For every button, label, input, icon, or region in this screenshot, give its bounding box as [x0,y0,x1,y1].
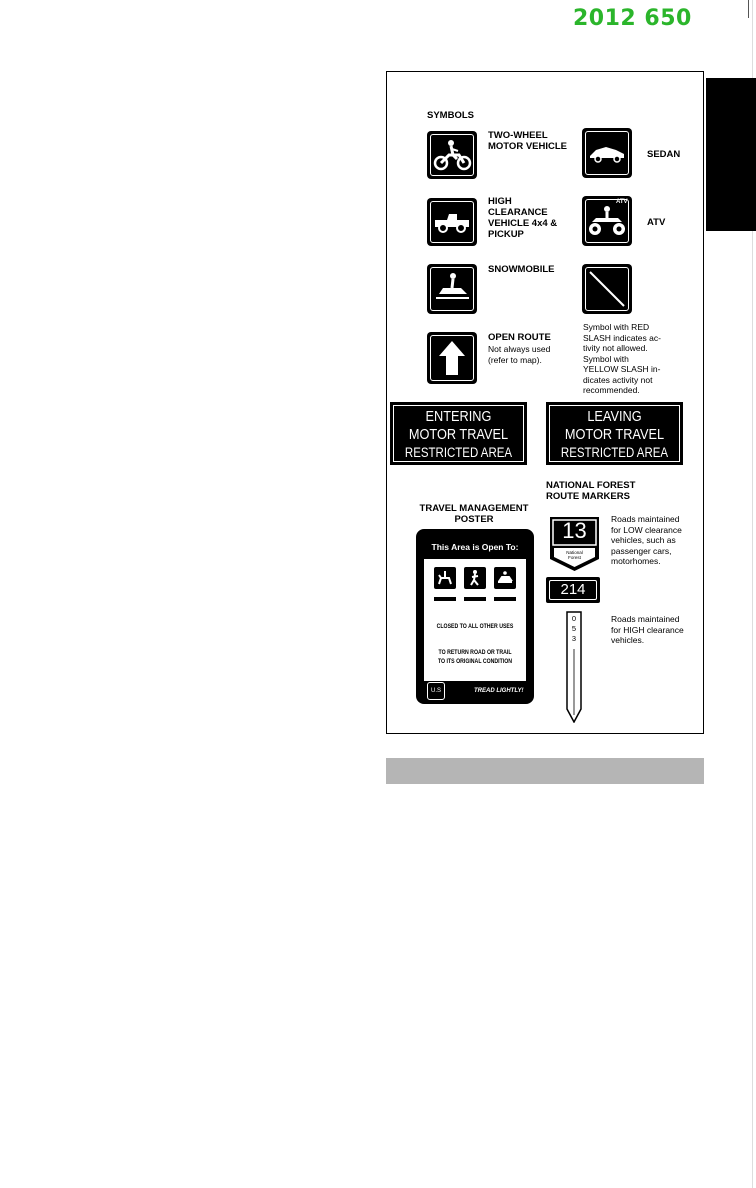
caption-bar [386,758,704,784]
route-post-marker [566,611,582,723]
snowmobile-icon [427,264,477,314]
poster-snowmobile-icon [494,567,516,589]
poster-open-to: This Area is Open To: [431,542,519,552]
poster-bar-1 [434,597,456,601]
high-clearance-text: Roads maintained for HIGH clearance vehicles. [611,614,684,645]
poster-return-text-1: TO RETURN ROAD OR TRAIL [438,649,512,656]
open-route-note: Not always used (refer to map). [488,344,551,365]
high-clearance-label: HIGH CLEARANCE VEHICLE 4x4 & PICKUP [488,196,558,240]
travel-management-poster [416,529,534,704]
entering-line-3: RESTRICTED AREA [404,445,513,460]
poster-heading: TRAVEL MANAGEMENT POSTER [419,503,529,525]
section-thumb-tab [706,78,756,231]
route-marker-13 [548,515,601,573]
post-digit-1: 0 [571,614,577,623]
route-marker-214 [546,577,600,603]
poster-closed-text: CLOSED TO ALL OTHER USES [436,623,514,630]
snowmobile-label: SNOWMOBILE [488,264,555,275]
arrow-up-icon [427,332,477,384]
poster-bar-3 [494,597,516,601]
route-marker-214-number: 214 [549,580,597,600]
open-route-label: OPEN ROUTE [488,332,551,343]
slash-note: Symbol with RED SLASH indicates ac- tivity not allowed. Symbol with YELLOW SLASH in- dicates activity not recommended. [583,322,661,395]
atv-icon [582,196,632,246]
route-marker-13-sub: National Forest [566,550,583,560]
low-clearance-text: Roads maintained for LOW clearance vehicles, such as passenger cars, motorhomes. [611,514,682,566]
entering-sign [390,402,527,465]
sedan-icon [582,128,632,178]
tread-lightly-logo: TREAD LIGHTLY! [474,688,524,694]
horse-rider-icon [434,567,456,589]
atv-label: ATV [647,217,666,228]
post-digit-2: 5 [571,624,577,633]
motorcycle-icon [427,131,477,179]
poster-bar-2 [464,597,486,601]
leaving-line-3: RESTRICTED AREA [560,445,669,460]
leaving-line-2: MOTOR TRAVEL [564,426,665,443]
poster-body [424,559,526,681]
route-markers-heading: NATIONAL FOREST ROUTE MARKERS [546,480,636,502]
usfs-shield-icon [427,682,445,700]
sedan-label: SEDAN [647,149,681,160]
two-wheel-label: TWO-WHEEL MOTOR VEHICLE [488,130,567,152]
slash-icon [582,264,632,314]
symbols-heading: SYMBOLS [427,110,474,121]
usfs-shield-text: U.S [430,688,441,694]
hiker-icon [464,567,486,589]
entering-line-1: ENTERING [425,408,492,425]
leaving-line-1: LEAVING [587,408,642,425]
entering-line-2: MOTOR TRAVEL [408,426,509,443]
leaving-sign [546,402,683,465]
route-marker-13-number: 13 [562,518,587,543]
page-corner [748,0,756,18]
jeep-icon [427,198,477,246]
post-digit-3: 3 [571,634,577,643]
poster-return-text-2: TO ITS ORIGINAL CONDITION [437,658,513,665]
page-header-title: 2012 650 [573,6,692,31]
atv-badge: ATV [616,199,628,205]
